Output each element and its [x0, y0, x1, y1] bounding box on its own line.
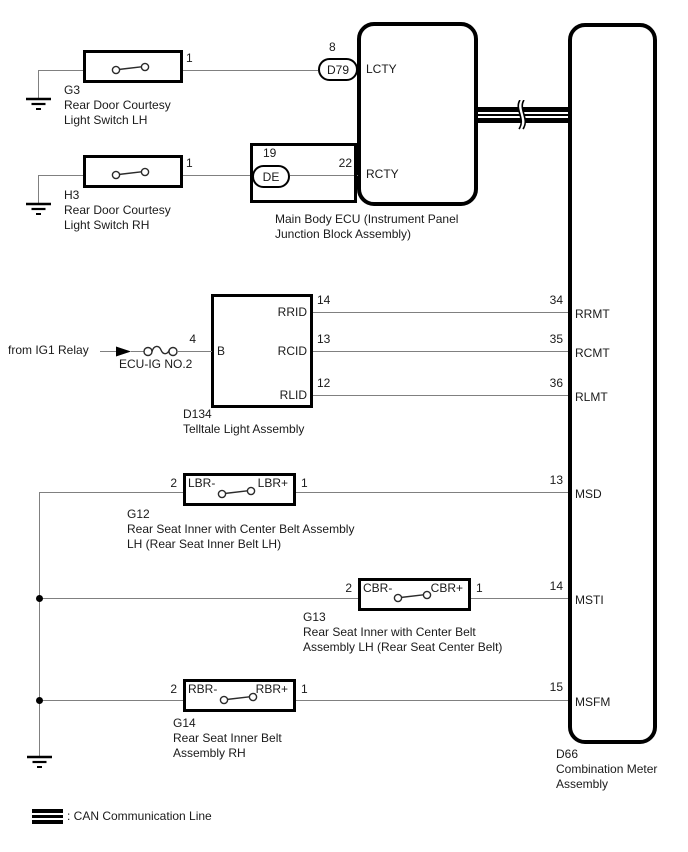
- d134-pin-rrid: RRID: [277, 305, 307, 319]
- g3-id: G3: [64, 83, 81, 97]
- g13-term-left: CBR-: [363, 581, 393, 595]
- wire-h3-left: [38, 175, 83, 176]
- wire-g14-msfm: [296, 700, 568, 701]
- g3-name-line1: Rear Door Courtesy: [64, 98, 171, 112]
- h3-id: H3: [64, 188, 80, 202]
- wire-g3-left: [38, 70, 83, 71]
- wire-rrid-rrmt: [313, 312, 568, 313]
- de-pin-out-number: 22: [338, 156, 352, 170]
- combination-meter-box: [568, 23, 657, 744]
- g13-id: G13: [303, 610, 326, 624]
- d134-pin-rlid-number: 12: [317, 376, 331, 390]
- g12-id: G12: [127, 507, 150, 521]
- g14-id: G14: [173, 716, 196, 730]
- ecu-name-line1: Main Body ECU (Instrument Panel: [275, 212, 459, 226]
- g3-switch-icon: [108, 58, 154, 78]
- h3-caption: [64, 188, 171, 233]
- d134-pin-rlid: RLID: [279, 388, 307, 402]
- wire-g12-msd: [296, 492, 568, 493]
- wire-belt-ground-bus: [39, 492, 40, 757]
- d66-pin-rcmt: RCMT: [575, 346, 610, 360]
- d66-pin-msti: MSTI: [575, 593, 604, 607]
- ground-icon-belts: [25, 755, 55, 771]
- g13-pin-right-number: 1: [476, 581, 483, 595]
- wire-g13-left: [39, 598, 358, 599]
- ecu-caption: [275, 212, 458, 242]
- d79-pin-number: 8: [329, 40, 336, 54]
- junction-dot-g13: [36, 595, 43, 602]
- g12-pin-right-number: 1: [301, 476, 308, 490]
- wire-rlid-rlmt: [313, 395, 568, 396]
- g12-pin-left-number: 2: [170, 476, 177, 490]
- g3-pin-number: 1: [186, 51, 193, 65]
- ig1-source-label: from IG1 Relay: [8, 343, 89, 357]
- g12-name-line1: Rear Seat Inner with Center Belt Assembly: [127, 522, 355, 536]
- d134-id: D134: [183, 407, 212, 421]
- g12-term-left: LBR-: [188, 476, 216, 490]
- ground-icon-g3: [24, 97, 54, 113]
- h3-name-line1: Rear Door Courtesy: [64, 203, 171, 217]
- g13-pin-left-number: 2: [345, 581, 352, 595]
- g14-term-left: RBR-: [188, 682, 218, 696]
- d134-pin-b-number: 4: [189, 332, 196, 346]
- d66-pin-34-number: 34: [549, 293, 563, 307]
- wire-h3-to-de: [183, 175, 253, 176]
- d66-pin-13-number: 13: [549, 473, 563, 487]
- g12-term-right: LBR+: [257, 476, 288, 490]
- d66-pin-msd: MSD: [575, 487, 602, 501]
- d66-pin-msfm: MSFM: [575, 695, 611, 709]
- g14-term-right: RBR+: [255, 682, 288, 696]
- wire-rcid-rcmt: [313, 351, 568, 352]
- d66-caption: [556, 747, 657, 792]
- d66-pin-14-number: 14: [549, 579, 563, 593]
- ecu-pin-lcty: LCTY: [366, 62, 397, 76]
- wire-g12-left: [39, 492, 183, 493]
- d66-pin-rlmt: RLMT: [575, 390, 608, 404]
- d134-pin-rrid-number: 14: [317, 293, 331, 307]
- can-line-break-icon: [513, 100, 529, 130]
- wire-g13-msti: [471, 598, 568, 599]
- ground-icon-h3: [24, 202, 54, 218]
- d66-pin-15-number: 15: [549, 680, 563, 694]
- connector-d79-label: D79: [326, 62, 349, 77]
- de-pin-in-number: 19: [263, 146, 277, 160]
- h3-switch-icon: [108, 163, 154, 183]
- ecu-pin-rcty: RCTY: [366, 167, 399, 181]
- junction-dot-g14: [36, 697, 43, 704]
- g14-pin-left-number: 2: [170, 682, 177, 696]
- d134-pin-b: B: [217, 344, 226, 358]
- h3-name-line2: Light Switch RH: [64, 218, 150, 232]
- d66-pin-rrmt: RRMT: [575, 307, 610, 321]
- d134-caption: [183, 407, 304, 437]
- g13-name-line1: Rear Seat Inner with Center Belt: [303, 625, 476, 639]
- g14-caption: [173, 716, 282, 761]
- g3-caption: [64, 83, 171, 128]
- d66-name-line1: Combination Meter: [556, 762, 658, 776]
- can-legend-icon: [32, 809, 63, 824]
- wire-h3-ground: [38, 175, 39, 204]
- g13-caption: [303, 610, 502, 655]
- connector-d79: [318, 58, 358, 81]
- g13-term-right: CBR+: [430, 581, 463, 595]
- g3-name-line2: Light Switch LH: [64, 113, 148, 127]
- h3-pin-number: 1: [186, 156, 193, 170]
- d66-pin-35-number: 35: [549, 332, 563, 346]
- d134-pin-rcid-number: 13: [317, 332, 331, 346]
- d66-pin-36-number: 36: [549, 376, 563, 390]
- g13-name-line2: Assembly LH (Rear Seat Center Belt): [303, 640, 503, 654]
- g12-caption: [127, 507, 354, 552]
- g14-name-line1: Rear Seat Inner Belt: [173, 731, 282, 745]
- connector-de: [252, 165, 290, 188]
- wire-g3-to-d79: [183, 70, 318, 71]
- d66-id: D66: [556, 747, 579, 761]
- d66-name-line2: Assembly: [556, 777, 609, 791]
- ecu-name-line2: Junction Block Assembly): [275, 227, 412, 241]
- g12-name-line2: LH (Rear Seat Inner Belt LH): [127, 537, 282, 551]
- d134-name: Telltale Light Assembly: [183, 422, 305, 436]
- wire-g14-left: [39, 700, 183, 701]
- arrow-right-icon: [116, 347, 131, 357]
- ig1-fuse-label: ECU-IG NO.2: [119, 357, 193, 371]
- g14-pin-right-number: 1: [301, 682, 308, 696]
- connector-de-label: DE: [262, 169, 280, 184]
- can-legend-label: : CAN Communication Line: [67, 809, 212, 823]
- d134-pin-rcid: RCID: [277, 344, 307, 358]
- g14-name-line2: Assembly RH: [173, 746, 246, 760]
- wire-g3-ground: [38, 70, 39, 99]
